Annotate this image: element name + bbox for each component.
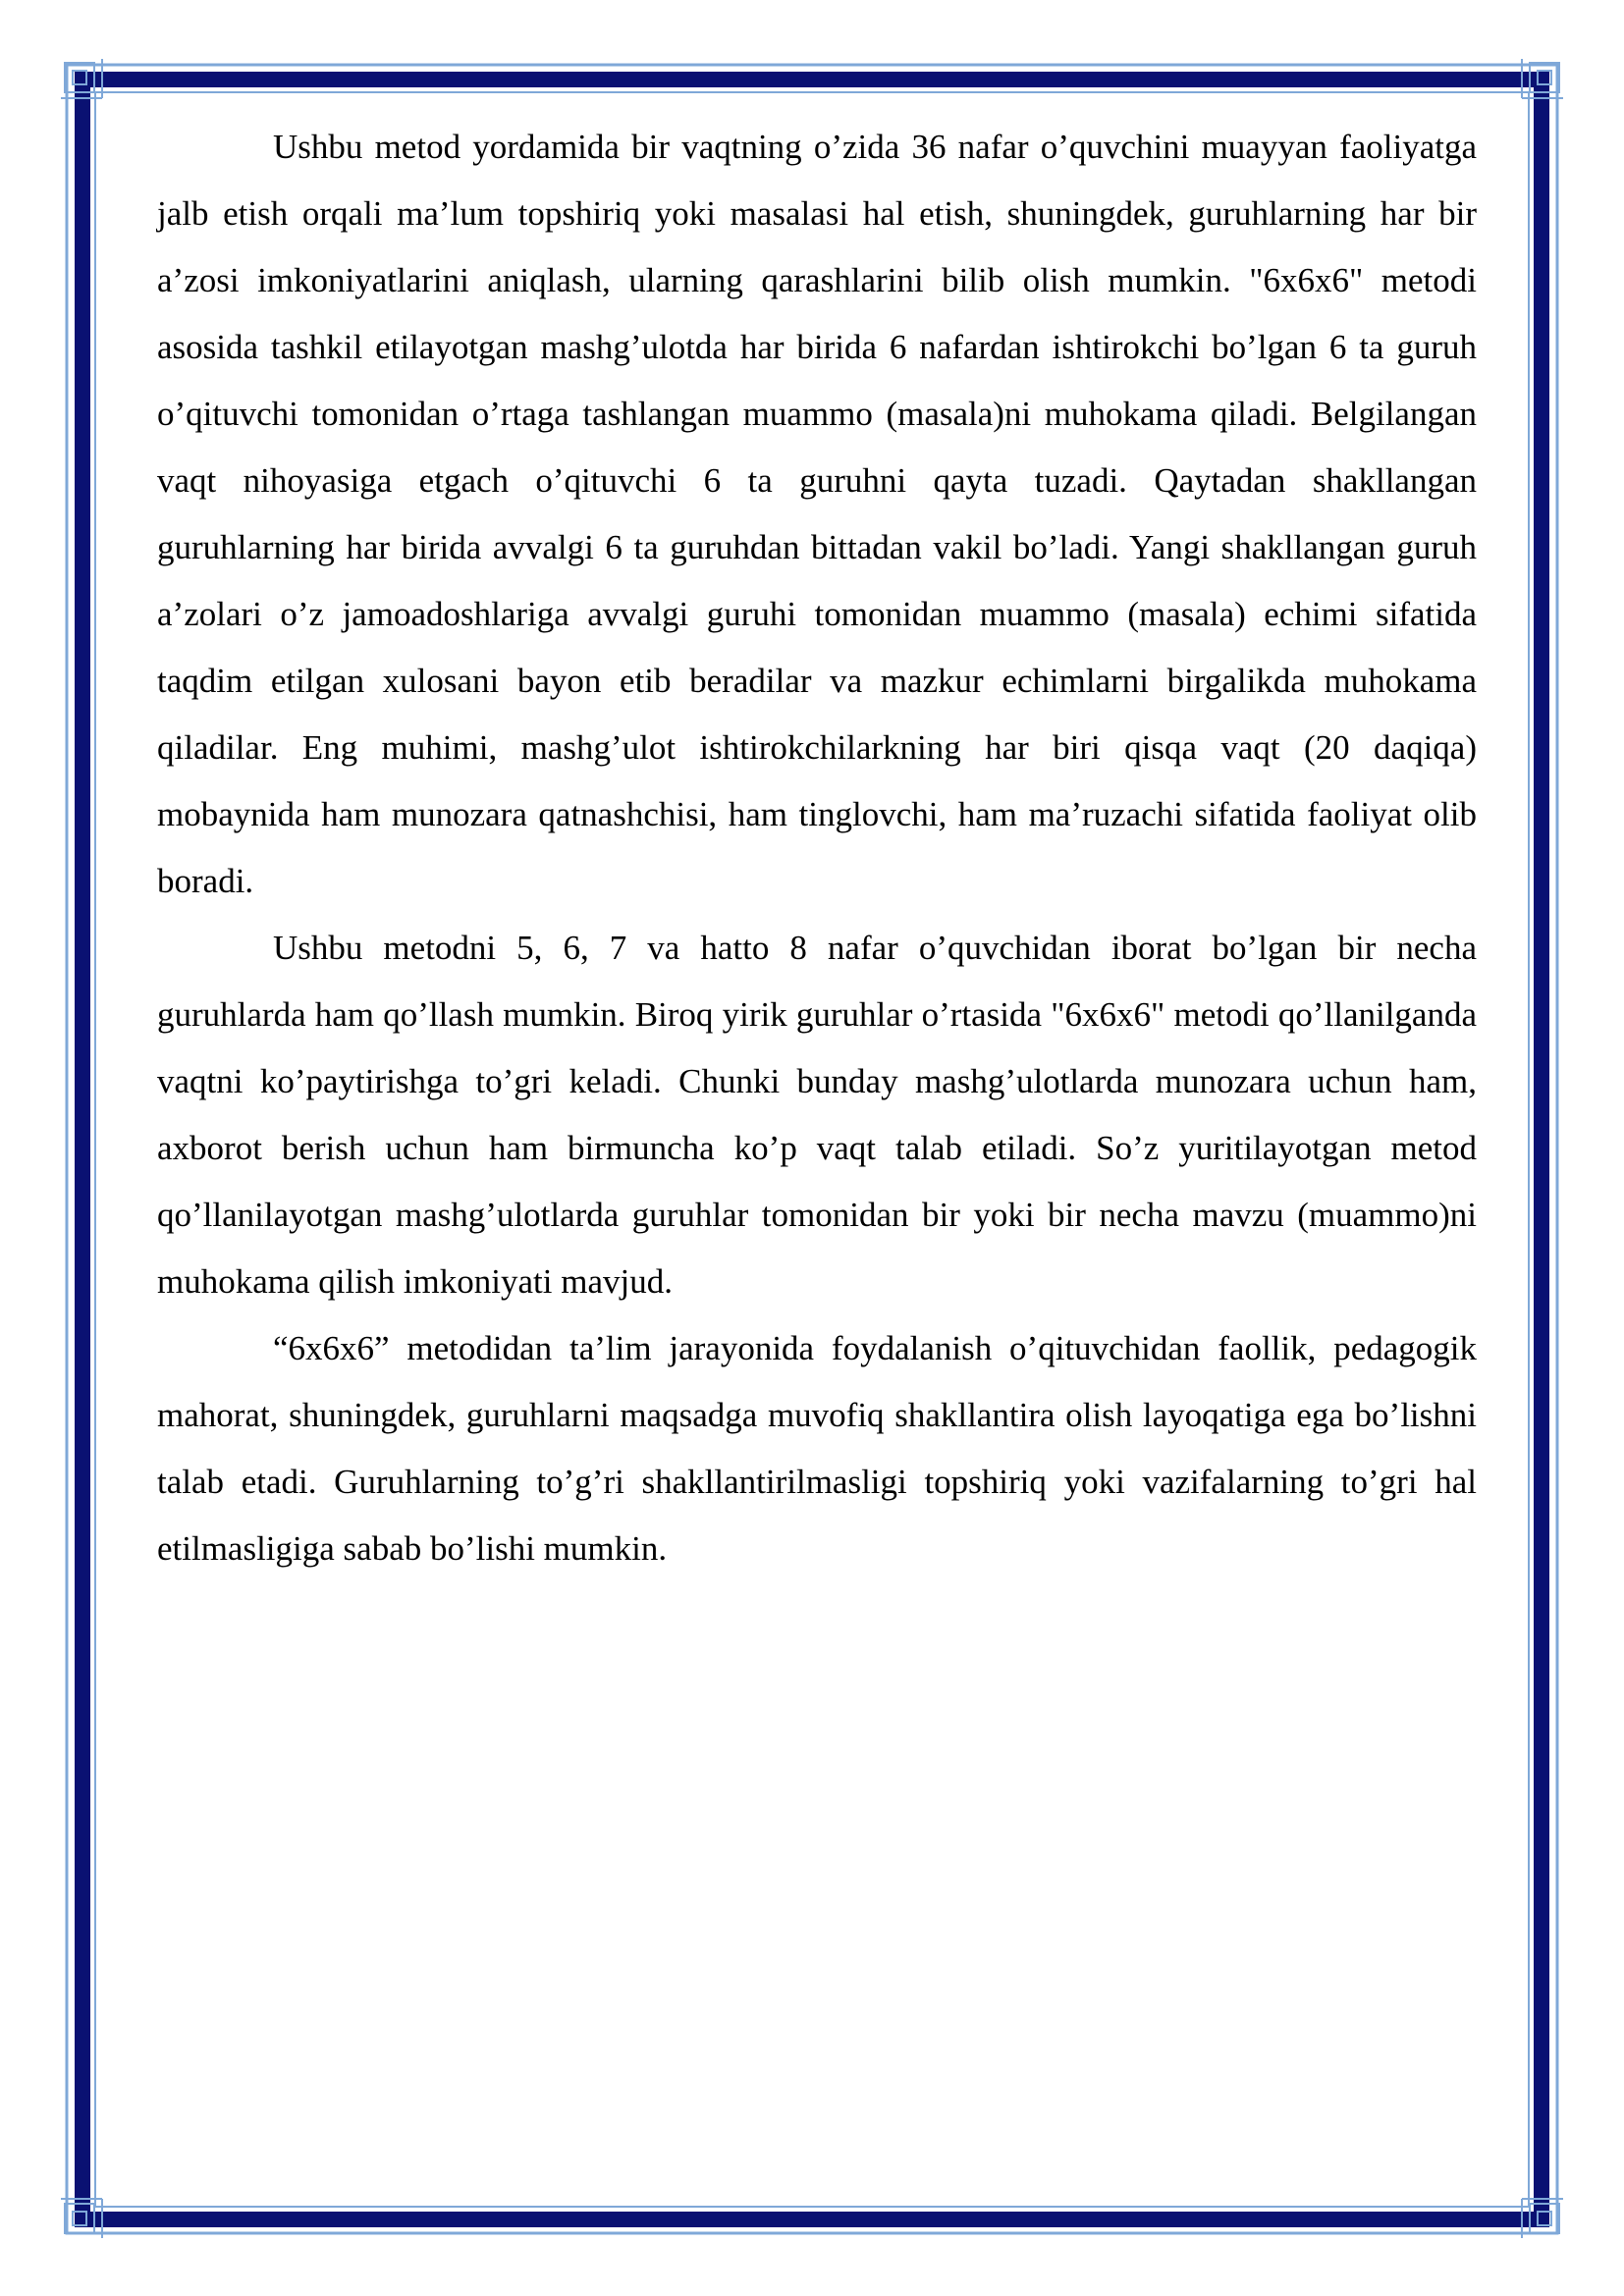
paragraph-1: Ushbu metod yordamida bir vaqtning o’zida 36 nafar o’quvchini muayyan faoliyatga jalb etish orqali ma’lum topshiriq yoki masalasi hal etish, shuningdek, guruhlarning har bir a’zosi imkoniyatlarini aniqlash, ularning qarashlarini bilib olish mumkin. "6x6x6" metodi asosida tashkil etilayotgan mashg’ulotda har birida 6 nafardan ishtirokchi bo’lgan 6 ta guruh o’qituvchi tomonidan o’rtaga tashlangan muammo (masala)ni muhokama qiladi. Belgilangan vaqt nihoyasiga etgach o’qituvchi 6 ta guruhni qayta tuzadi. Qaytadan shakllangan guruhlarning har birida avvalgi 6 ta guruhdan bittadan vakil bo’ladi. Yangi shakllangan guruh a’zolari o’z jamoadoshlariga avvalgi guruhi tomonidan muammo (masala) echimi sifatida taqdim etilgan xulosani bayon etib beradilar va mazkur echimlarni birgalikda muhokama qiladilar. Eng muhimi, mashg’ulot ishtirokchilarkning har biri qisqa vaqt (20 daqiqa) mobaynida ham munozara qatnashchisi, ham tinglovchi, ham ma’ruzachi sifatida faoliyat olib boradi.	[157, 128, 1477, 900]
paragraph-3: “6x6x6” metodidan ta’lim jarayonida foydalanish o’qituvchidan faollik, pedagogik mahorat, shuningdek, guruhlarni maqsadga muvofiq shakllantira olish layoqatiga ega bo’lishni talab etadi. Guruhlarning to’g’ri shakllantirilmasligi topshiriq yoki vazifalarning to’gri hal etilmasligiga sabab bo’lishi mumkin.	[157, 1329, 1477, 1568]
document-body	[157, 114, 1477, 1582]
paragraph-2: Ushbu metodni 5, 6, 7 va hatto 8 nafar o’quvchidan iborat bo’lgan bir necha guruhlarda ham qo’llash mumkin. Biroq yirik guruhlar o’rtasida "6x6x6" metodi qo’llanilganda vaqtni ko’paytirishga to’gri keladi. Chunki bunday mashg’ulotlarda munozara uchun ham, axborot berish uchun ham birmuncha ko’p vaqt talab etiladi. So’z yuritilayotgan metod qo’llanilayotgan mashg’ulotlarda guruhlar tomonidan bir yoki bir necha mavzu (muammo)ni muhokama qilish imkoniyati mavjud.	[157, 929, 1477, 1301]
